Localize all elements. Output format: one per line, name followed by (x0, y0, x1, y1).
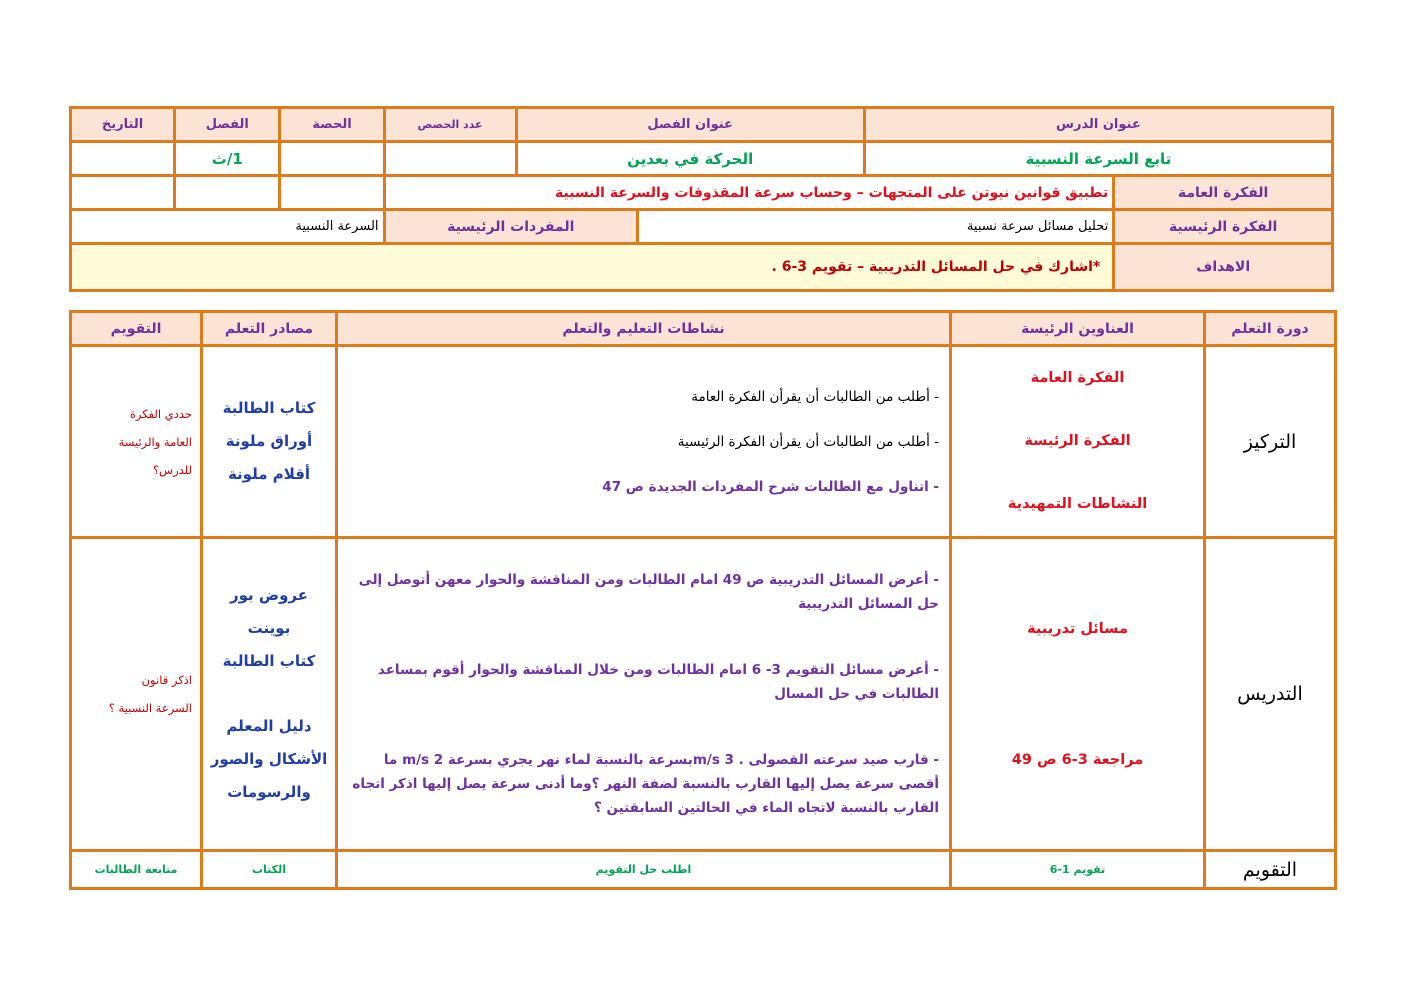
teach-evaluation (71, 538, 202, 851)
objectives-value: *اشارك في حل المسائل التدريبية – تقويم 3-6 . (71, 244, 1114, 291)
headings-header: العناوين الرئيسة (951, 312, 1205, 346)
activity-item: - اتناول مع الطالبات شرح المفردات الجديدة ص 47 (602, 478, 939, 495)
activity-item: - أعرض مسائل التقويم 3- 6 امام الطالبات ومن خلال المناقشة والحوار أقوم بمساعد الطالبات في حل المسال (377, 662, 939, 702)
class-label: الفصل (175, 108, 280, 142)
evaluation-line: للدرس؟ (152, 462, 192, 477)
assessment-resources: الكتاب (202, 851, 337, 889)
main-idea-value: تحليل مسائل سرعة نسبية (637, 210, 1113, 244)
focus-evaluation (71, 346, 202, 538)
activity-item: - أعرض المسائل التدريبية ص 49 امام الطالبات ومن المناقشة والحوار معهن أتوصل إلى حل المسائل التدريبية (358, 572, 939, 612)
session-value (280, 142, 384, 176)
class-value: 1/ث (175, 142, 280, 176)
focus-stage: التركيز (1205, 346, 1336, 538)
assessment-headings: تقويم 1-6 (951, 851, 1205, 889)
assessment-stage: التقويم (1205, 851, 1336, 889)
resource-item: والرسومات (227, 783, 311, 801)
main-idea-label: الفكرة الرئيسية (1114, 210, 1333, 244)
resource-item: بوينت (247, 619, 291, 637)
focus-activities (337, 346, 951, 538)
chapter-title: الحركة في بعدين (516, 142, 864, 176)
teach-resources (202, 538, 337, 851)
teach-activities (337, 538, 951, 851)
resource-item: أوراق ملونة (225, 432, 313, 450)
empty-cell (280, 176, 384, 210)
focus-resources (202, 346, 337, 538)
resources-header: مصادر التعلم (202, 312, 337, 346)
heading-item: النشاطات التمهيدية (1007, 496, 1148, 512)
assessment-evaluation: متابعة الطالبات (71, 851, 202, 889)
heading-item: مسائل تدريبية (1027, 620, 1128, 637)
heading-item: الفكرة الرئيسة (1024, 433, 1131, 449)
lesson-info-table (69, 106, 1334, 292)
vocab-value: السرعة النسبية (71, 210, 385, 244)
date-label: التاريخ (71, 108, 175, 142)
resource-item: كتاب الطالبة (222, 652, 316, 670)
assessment-activities: اطلب حل التقويم (337, 851, 951, 889)
activity-item: - قارب صيد سرعته القصولى . m/s 3بسرعة بالنسبة لماء نهر يجري بسرعة m/s 2 ما أقصى سرعة يصل إليها القارب بالنسبة لضفة النهر ؟وما أدنى سرعة يصل إليها اذكر اتجاه القارب بالنسبة لاتجاه الماء في الحالتين السابقتين ؟ (352, 752, 939, 816)
evaluation-line: العامة والرئيسة (118, 434, 192, 449)
heading-item: مراجعة 3-6 ص 49 (1011, 751, 1144, 768)
activity-item: - أطلب من الطالبات أن يقرأن الفكرة الرئيسية (677, 433, 939, 450)
lesson-plan-table (69, 310, 1337, 890)
chapter-title-label: عنوان الفصل (516, 108, 864, 142)
session-label: الحصة (280, 108, 384, 142)
evaluation-line: السرعة النسبية ؟ (108, 701, 192, 715)
evaluation-header: التقويم (71, 312, 202, 346)
periods-value (384, 142, 516, 176)
cycle-header: دورة التعلم (1205, 312, 1336, 346)
resource-item: دليل المعلم (226, 717, 312, 735)
empty-cell (175, 176, 280, 210)
activity-item: - أطلب من الطالبات أن يقرأن الفكرة العامة (691, 388, 939, 405)
resource-item: الأشكال والصور (210, 750, 328, 768)
teach-headings (951, 538, 1205, 851)
empty-cell (71, 176, 175, 210)
evaluation-line: اذكر قانون (141, 673, 192, 687)
date-value (71, 142, 175, 176)
heading-item: الفكرة العامة (1030, 370, 1125, 386)
evaluation-line: حددي الفكرة (129, 406, 192, 421)
resource-item: كتاب الطالبة (222, 399, 316, 417)
lesson-title: تابع السرعة النسبية (864, 142, 1332, 176)
objectives-label: الاهداف (1114, 244, 1333, 291)
activities-header: نشاطات التعليم والتعلم (337, 312, 951, 346)
resource-item: عروض بور (230, 586, 308, 604)
focus-headings (951, 346, 1205, 538)
resource-item: أقلام ملونة (227, 465, 311, 483)
general-idea-value: تطبيق قوانين نيوتن على المتجهات – وحساب سرعة المقذوفات والسرعة النسبية (384, 176, 1114, 210)
vocab-label: المفردات الرئيسية (384, 210, 637, 244)
teach-stage: التدريس (1205, 538, 1336, 851)
lesson-title-label: عنوان الدرس (864, 108, 1332, 142)
general-idea-label: الفكرة العامة (1114, 176, 1333, 210)
periods-label: عدد الحصص (384, 108, 516, 142)
